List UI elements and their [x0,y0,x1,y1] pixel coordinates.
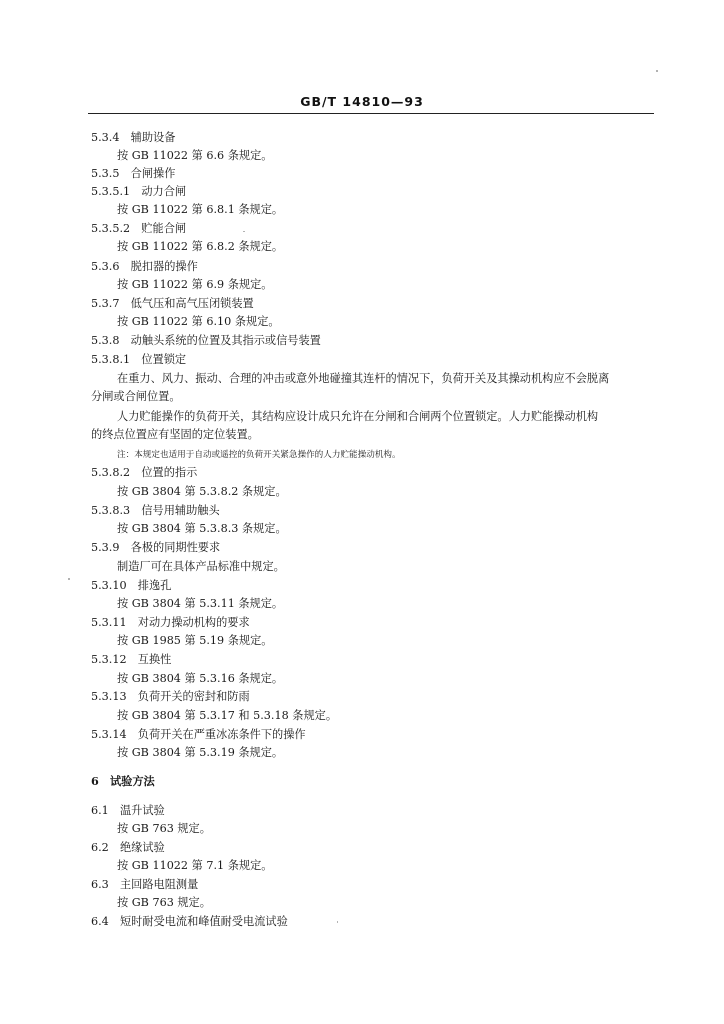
clause-5-3-8-1-para2-line2: 的终点位置应有坚固的定位装置。 [91,428,259,441]
clause-5-3-10-body: 按 GB 3804 第 5.3.11 条规定。 [117,597,284,610]
clause-5-3-8-3-body: 按 GB 3804 第 5.3.8.3 条规定。 [117,522,287,535]
clause-5-3-5-2-body: 按 GB 11022 第 6.8.2 条规定。 [117,240,284,253]
scan-speck [68,578,70,580]
clause-5-3-12-body: 按 GB 3804 第 5.3.16 条规定。 [117,672,284,685]
clause-5-3-12-heading: 5.3.12 互换性 [91,653,172,666]
clause-6-1-body: 按 GB 763 规定。 [117,822,211,835]
clause-6-2-body: 按 GB 11022 第 7.1 条规定。 [117,859,273,872]
scan-speck [337,921,338,923]
clause-5-3-6-body: 按 GB 11022 第 6.9 条规定。 [117,278,273,291]
clause-5-3-4-heading: 5.3.4 辅助设备 [91,131,176,144]
clause-5-3-7-body: 按 GB 11022 第 6.10 条规定。 [117,315,280,328]
clause-5-3-11-body: 按 GB 1985 第 5.19 条规定。 [117,634,273,647]
clause-5-3-9-heading: 5.3.9 各极的同期性要求 [91,541,221,554]
clause-5-3-13-body: 按 GB 3804 第 5.3.17 和 5.3.18 条规定。 [117,709,338,722]
clause-5-3-8-1-note: 注：本规定也适用于自动或遥控的负荷开关紧急操作的人力贮能操动机构。 [117,450,401,460]
clause-5-3-5-1-body: 按 GB 11022 第 6.8.1 条规定。 [117,203,284,216]
clause-5-3-7-heading: 5.3.7 低气压和高气压闭锁装置 [91,297,254,310]
clause-5-3-8-1-heading: 5.3.8.1 位置锁定 [91,353,187,366]
clause-5-3-5-1-heading: 5.3.5.1 动力合闸 [91,185,187,198]
clause-5-3-8-2-body: 按 GB 3804 第 5.3.8.2 条规定。 [117,485,287,498]
clause-5-3-5-heading: 5.3.5 合闸操作 [91,167,176,180]
clause-5-3-10-heading: 5.3.10 排逸孔 [91,579,172,592]
clause-5-3-6-heading: 5.3.6 脱扣器的操作 [91,260,198,273]
clause-5-3-8-heading: 5.3.8 动触头系统的位置及其指示或信号装置 [91,334,321,347]
clause-6-3-body: 按 GB 763 规定。 [117,896,211,909]
clause-6-1-heading: 6.1 温升试验 [91,804,165,817]
clause-5-3-8-3-heading: 5.3.8.3 信号用辅助触头 [91,504,220,517]
clause-5-3-4-body: 按 GB 11022 第 6.6 条规定。 [117,149,273,162]
clause-5-3-11-heading: 5.3.11 对动力操动机构的要求 [91,616,250,629]
clause-6-3-heading: 6.3 主回路电阻测量 [91,878,199,891]
clause-5-3-8-1-para1-line2: 分闸或合闸位置。 [91,390,181,403]
clause-5-3-5-2-heading: 5.3.5.2 贮能合闸 [91,222,187,235]
clause-5-3-9-body: 制造厂可在具体产品标准中规定。 [117,560,285,573]
page-header: GB/T 14810—93 [300,94,424,109]
scan-speck [243,231,245,232]
clause-5-3-8-2-heading: 5.3.8.2 位置的指示 [91,466,198,479]
section-6-heading: 6 试验方法 [91,774,155,788]
clause-6-2-heading: 6.2 绝缘试验 [91,841,165,854]
clause-5-3-14-heading: 5.3.14 负荷开关在严重冰冻条件下的操作 [91,728,306,741]
clause-5-3-8-1-para2-line1: 人力贮能操作的负荷开关，其结构应设计成只允许在分闸和合闸两个位置锁定。人力贮能操动机构 [117,410,599,423]
clause-5-3-14-body: 按 GB 3804 第 5.3.19 条规定。 [117,746,284,759]
clause-5-3-8-1-para1-line1: 在重力、风力、振动、合理的冲击或意外地碰撞其连杆的情况下，负荷开关及其操动机构应不会脱离 [117,372,610,385]
clause-6-4-heading: 6.4 短时耐受电流和峰值耐受电流试验 [91,915,288,928]
header-rule [88,113,654,114]
clause-5-3-13-heading: 5.3.13 负荷开关的密封和防雨 [91,690,250,703]
scan-speck [656,70,658,72]
